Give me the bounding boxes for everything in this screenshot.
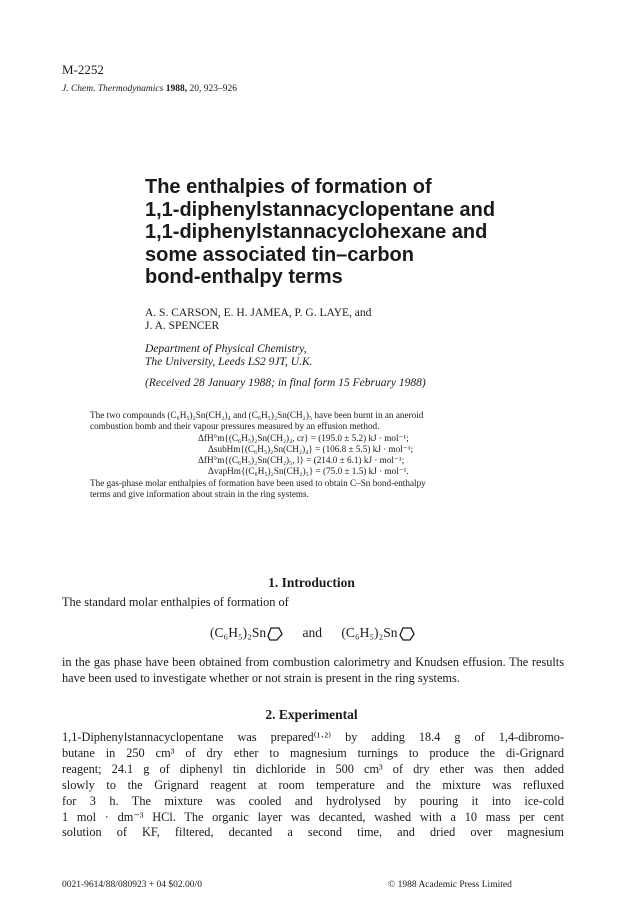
journal-name: J. Chem. Thermodynamics (62, 84, 164, 94)
abstract-line: The gas-phase molar enthalpies of formation have been used to obtain C–Sn bond-enthalpy (90, 477, 426, 488)
section-heading-introduction: 1. Introduction (268, 575, 355, 590)
abstract-line: The two compounds (C₆H₅)₂Sn(CH₂)₄ and (C₆H₅)₂Sn(CH₂)₅ have been burnt in an aneroid (90, 410, 424, 420)
formula-cyclopentane: (C₆H₅)₂Sn (210, 625, 267, 640)
journal-ref: 20, 923–926 (187, 84, 237, 94)
cyclopentane-ring-icon (267, 626, 283, 641)
footer-copyright: © 1988 Academic Press Limited (388, 880, 512, 890)
title-line: bond-enthalpy terms (145, 266, 343, 288)
abstract-equation: ΔvapHm{(C₆H₅)₂Sn(CH₂)₅} = (75.0 ± 1.5) kJ · mol⁻¹. (208, 466, 409, 477)
cyclohexane-ring-icon (399, 626, 415, 641)
intro-body: in the gas phase have been obtained from combustion calorimetry and Knudsen effusion. The results have been used to investigate whether or not strain is present in the ring systems. (62, 655, 564, 685)
journal-year: 1988, (165, 84, 188, 94)
title-line: 1,1-diphenylstannacyclohexane and (145, 221, 488, 243)
title-line: some associated tin–carbon (145, 243, 414, 266)
experimental-line: for 3 h. The mixture was cooled and hydrolysed by pouring it into ice-cold (62, 793, 564, 808)
abstract-line: combustion bomb and their vapour pressures measured by an effusion method. (90, 421, 380, 432)
formula-cyclohexane: (C₆H₅)₂Sn (341, 625, 398, 640)
paper-title (145, 176, 565, 289)
manuscript-code: M-2252 (62, 62, 104, 77)
experimental-body (62, 730, 564, 841)
experimental-line: slowly to the Grignard reagent at room temperature and the mixture was refluxed (62, 777, 564, 792)
affiliation-line: The University, Leeds LS2 9JT, U.K. (145, 356, 313, 368)
experimental-line: 1 mol · dm⁻³ HCl. The organic layer was decanted, washed with a 10 mass per cent (62, 809, 564, 824)
title-line: 1,1-diphenylstannacyclopentane and (145, 198, 496, 221)
abstract-equation: ΔfH°m{(C₆H₅)₂Sn(CH₂)₅, l} = (214.0 ± 6.1) kJ · mol⁻¹; (198, 455, 405, 466)
experimental-line: butane in 250 cm³ of dry ether to magnesium turnings to produce the di-Grignard (62, 745, 564, 760)
affiliation (145, 343, 313, 369)
formula-row (210, 625, 415, 641)
authors (145, 307, 371, 333)
journal-citation (62, 84, 237, 94)
abstract-line: terms and give information about strain in the ring systems. (90, 489, 309, 500)
experimental-line: solution of KF, filtered, decanted a second time, and dried over magnesium (62, 825, 564, 840)
abstract-equation: ΔsubHm{(C₆H₅)₂Sn(CH₂)₄} = (106.8 ± 5.5) kJ · mol⁻¹; (208, 443, 414, 454)
experimental-line: 1,1-Diphenylstannacyclopentane was prepared⁽¹·²⁾ by adding 18.4 g of 1,4-dibromo- (62, 730, 564, 744)
section-heading-experimental: 2. Experimental (265, 707, 358, 722)
received-dates: (Received 28 January 1988; in final form 15 February 1988) (145, 377, 426, 389)
experimental-line: reagent; 24.1 g of diphenyl tin dichloride in 500 cm³ of dry ether was then added (62, 761, 564, 776)
intro-lead: The standard molar enthalpies of formation of (62, 595, 289, 609)
title-line: The enthalpies of formation of (145, 176, 432, 198)
formula-connector: and (302, 625, 322, 640)
author-line: J. A. SPENCER (145, 320, 220, 332)
affiliation-line: Department of Physical Chemistry, (145, 343, 307, 355)
abstract (90, 410, 560, 500)
author-line: A. S. CARSON, E. H. JAMEA, P. G. LAYE, and (145, 307, 372, 319)
abstract-equation: ΔfH°m{(C₆H₅)₂Sn(CH₂)₄, cr} = (195.0 ± 5.2) kJ · mol⁻¹; (198, 432, 409, 443)
footer-issn-price: 0021-9614/88/080923 + 04 $02.00/0 (62, 880, 202, 890)
